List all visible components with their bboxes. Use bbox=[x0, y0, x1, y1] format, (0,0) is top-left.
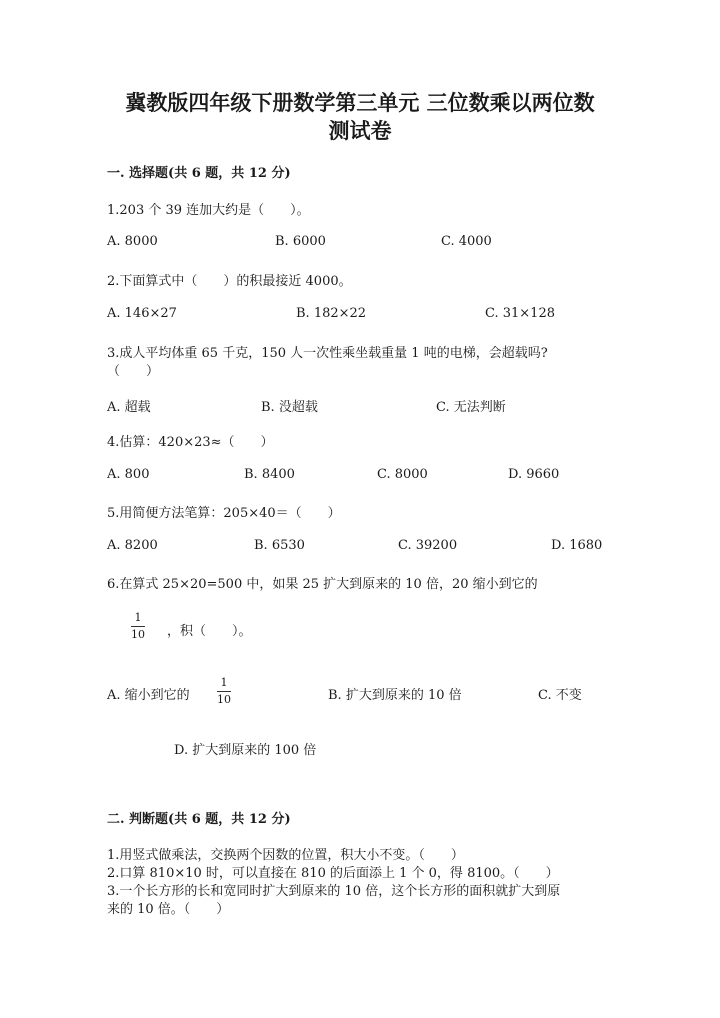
question-1-option-b: B. 6000 bbox=[275, 234, 326, 249]
question-3-option-c: C. 无法判断 bbox=[436, 400, 506, 415]
question-6-fraction bbox=[129, 611, 147, 641]
question-3-option-a: A. 超载 bbox=[107, 400, 151, 415]
question-3-text: 3.成人平均体重 65 千克，150 人一次性乘坐载重量 1 吨的电梯，会超载吗? bbox=[107, 346, 548, 361]
question-4-text: 4.估算：420×23≈（ ） bbox=[107, 435, 274, 450]
fraction-denominator: 10 bbox=[217, 693, 231, 706]
question-1-option-c: C. 4000 bbox=[441, 234, 492, 249]
question-5-option-d: D. 1680 bbox=[551, 538, 603, 553]
question-4-option-d: D. 9660 bbox=[508, 467, 560, 482]
judgement-item-3: 3.一个长方形的长和宽同时扩大到原来的 10 倍，这个长方形的面积就扩大到原 bbox=[107, 884, 561, 899]
question-4-option-a: A. 800 bbox=[107, 467, 150, 482]
judgement-item-3-continued: 来的 10 倍。（ ） bbox=[107, 902, 230, 917]
question-5-option-b: B. 6530 bbox=[254, 538, 305, 553]
page-title-line-2: 测试卷 bbox=[328, 118, 392, 143]
question-4-option-b: B. 8400 bbox=[244, 467, 295, 482]
question-2-option-a: A. 146×27 bbox=[107, 306, 177, 321]
judgement-item-2: 2.口算 810×10 时，可以直接在 810 的后面添上 1 个 0，得 8100。（ ） bbox=[107, 866, 559, 881]
question-6-option-b: B. 扩大到原来的 10 倍 bbox=[328, 688, 462, 703]
section-heading-judgement: 二. 判断题(共 6 题，共 12 分) bbox=[107, 812, 291, 827]
fraction-numerator: 1 bbox=[134, 611, 142, 624]
question-3-text-continued: （ ） bbox=[107, 364, 160, 379]
question-2-text: 2.下面算式中（ ）的积最接近 4000。 bbox=[107, 274, 352, 289]
question-6-text-continued: ，积（ ）。 bbox=[167, 624, 252, 639]
question-6-option-a-fraction bbox=[215, 676, 233, 706]
question-6-option-a: A. 缩小到它的 bbox=[107, 688, 190, 703]
question-4-option-c: C. 8000 bbox=[377, 467, 428, 482]
question-1-text: 1.203 个 39 连加大约是（ ）。 bbox=[107, 203, 310, 218]
fraction-numerator: 1 bbox=[220, 676, 228, 689]
question-2-option-b: B. 182×22 bbox=[296, 306, 367, 321]
judgement-item-1: 1.用竖式做乘法，交换两个因数的位置，积大小不变。（ ） bbox=[107, 848, 464, 863]
question-6-text: 6.在算式 25×20=500 中，如果 25 扩大到原来的 10 倍，20 缩小到它的 bbox=[107, 577, 538, 592]
question-6-option-d: D. 扩大到原来的 100 倍 bbox=[174, 743, 317, 758]
question-6-option-c: C. 不变 bbox=[538, 688, 582, 703]
question-1-option-a: A. 8000 bbox=[107, 234, 158, 249]
question-5-text: 5.用简便方法笔算：205×40＝（ ） bbox=[107, 506, 341, 521]
question-5-option-a: A. 8200 bbox=[107, 538, 158, 553]
section-heading-choice: 一. 选择题(共 6 题，共 12 分) bbox=[107, 166, 291, 181]
page-title-line-1: 冀教版四年级下册数学第三单元 三位数乘以两位数 bbox=[125, 90, 595, 115]
fraction-denominator: 10 bbox=[131, 628, 145, 641]
question-5-option-c: C. 39200 bbox=[398, 538, 458, 553]
question-3-option-b: B. 没超载 bbox=[261, 400, 318, 415]
question-2-option-c: C. 31×128 bbox=[485, 306, 555, 321]
